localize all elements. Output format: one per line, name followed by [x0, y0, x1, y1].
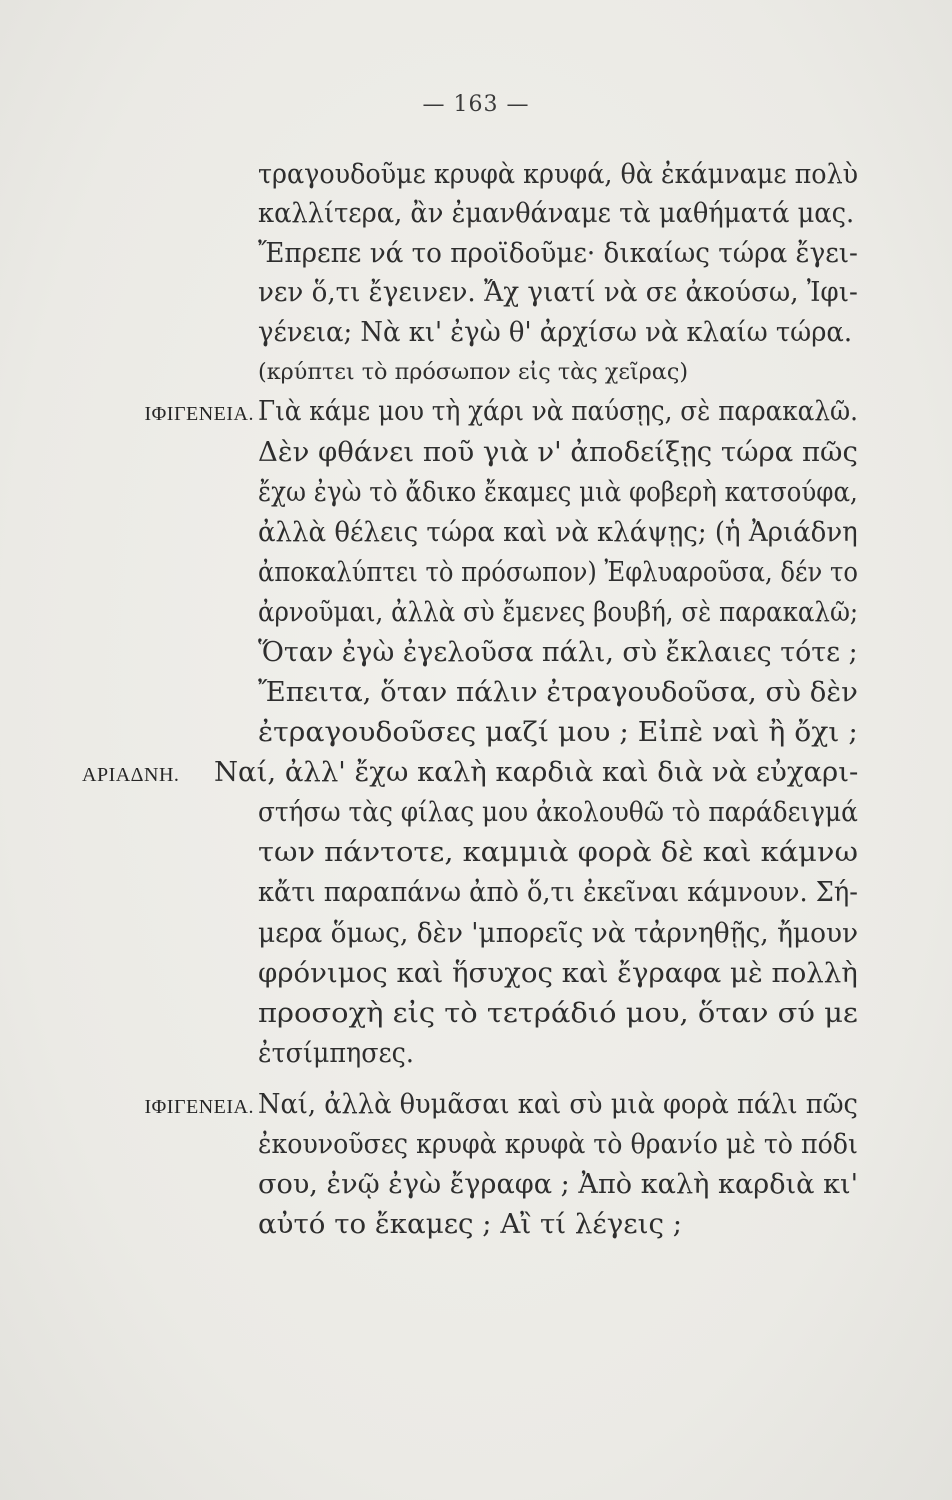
text-line: αὐτό το ἔκαμες ; Αἲ τί λέγεις ; — [258, 1209, 683, 1240]
page-number: — 163 — — [422, 92, 530, 117]
text-line: ἐτραγουδοῦσες μαζί μου ; Εἰπὲ ναὶ ἢ ὄχι ; — [258, 717, 858, 748]
text-line: Ἔπρεπε νά το προϊδοῦμε· δικαίως τώρα ἔγει- — [258, 238, 858, 269]
text-line: ἀλλὰ θέλεις τώρα καὶ νὰ κλάψῃς; (ἡ Ἀριάδνη — [258, 517, 858, 548]
text-line: Γιὰ κάμε μου τὴ χάρι νὰ παύσῃς, σὲ παρακαλῶ. — [258, 396, 858, 427]
text-line: φρόνιμος καὶ ἥσυχος καὶ ἔγραφα μὲ πολλὴ — [258, 958, 858, 989]
text-line: προσοχὴ εἰς τὸ τετράδιό μου, ὅταν σύ με — [258, 998, 858, 1029]
text-line: των πάντοτε, καμμιὰ φορὰ δὲ καὶ κάμνω — [258, 837, 858, 868]
text-line: ἐκουνοῦσες κρυφὰ κρυφὰ τὸ θρανίο μὲ τὸ πόδι — [258, 1129, 858, 1160]
text-line: ἀρνοῦμαι, ἀλλὰ σὺ ἔμενες βουβή, σὲ παρακαλῶ; — [258, 597, 859, 628]
text-line: ἔχω ἐγὼ τὸ ἄδικο ἔκαμες μιὰ φοβερὴ κατσούφα, — [258, 477, 858, 508]
text-line: Ναί, ἀλλὰ θυμᾶσαι καὶ σὺ μιὰ φορὰ πάλι πῶς — [258, 1089, 858, 1120]
text-line: Δὲν φθάνει ποῦ γιὰ ν' ἀποδείξῃς τώρα πῶς — [258, 437, 858, 468]
text-line: στήσω τὰς φίλας μου ἀκολουθῶ τὸ παράδειγμά — [258, 797, 858, 828]
text-line: μερα ὅμως, δὲν 'μπορεῖς νὰ τἀρνηθῇς, ἤμουν — [258, 918, 859, 949]
text-line: σου, ἐνῷ ἐγὼ ἔγραφα ; Ἀπὸ καλὴ καρδιὰ κι' — [258, 1169, 859, 1200]
text-line: κἄτι παραπάνω ἀπὸ ὅ,τι ἐκεῖναι κάμνουν. Σή- — [258, 877, 858, 908]
text-line: γένεια; Νὰ κι' ἐγὼ θ' ἀρχίσω νὰ κλαίω τώρα. — [258, 317, 853, 348]
text-line: ἐτσίμπησες. — [258, 1038, 414, 1069]
speaker-name: ΙΦΙΓΕΝΕΙΑ. — [144, 1096, 254, 1118]
text-line: Ἔπειτα, ὅταν πάλιν ἐτραγουδοῦσα, σὺ δὲν — [258, 677, 858, 708]
text-line: νεν ὅ,τι ἔγεινεν. Ἄχ γιατί νὰ σε ἀκούσω, Ἰφι- — [258, 277, 858, 308]
text-line: τραγουδοῦμε κρυφὰ κρυφά, θὰ ἐκάμναμε πολὺ — [258, 159, 859, 190]
text-line: (κρύπτει τὸ πρόσωπον εἰς τὰς χεῖρας) — [258, 360, 689, 385]
speaker-name: ΙΦΙΓΕΝΕΙΑ. — [144, 403, 254, 425]
text-line: Ναί, ἀλλ' ἔχω καλὴ καρδιὰ καὶ διὰ νὰ εὐχαρι- — [214, 757, 859, 788]
text-line: καλλίτερα, ἂν ἐμανθάναμε τὰ μαθήματά μας. — [258, 198, 855, 229]
text-line: ἀποκαλύπτει τὸ πρόσωπον) Ἐφλυαροῦσα, δέν το — [258, 557, 858, 588]
speaker-name: ΑΡΙΑΔΝΗ. — [82, 764, 180, 786]
text-line: Ὅταν ἐγὼ ἐγελοῦσα πάλι, σὺ ἔκλαιες τότε ; — [258, 637, 858, 668]
